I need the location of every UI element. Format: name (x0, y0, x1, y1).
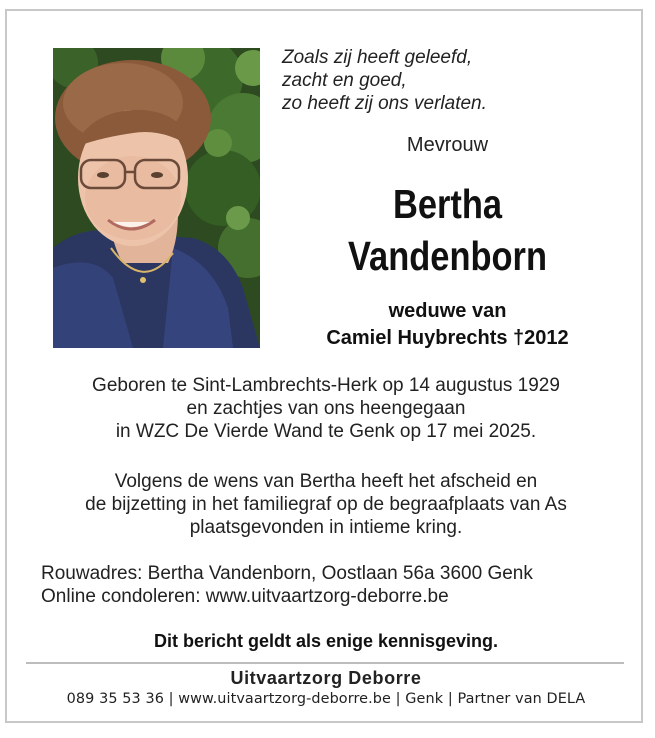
last-name: Vandenborn (347, 233, 548, 279)
birth-death-text (20, 374, 632, 443)
first-name: Bertha (392, 181, 503, 227)
portrait-image (53, 48, 260, 348)
funeral-home-info: 089 35 53 36 | www.uitvaartzorg-deborre.be | Genk | Partner van DELA (66, 691, 586, 707)
widow-label: weduwe van (388, 300, 507, 322)
poem (282, 46, 622, 115)
online-condolence: Online condoleren: www.uitvaartzorg-deborre.be (41, 586, 449, 607)
text-line: de bijzetting in het familiegraf op de begraafplaats van As (85, 494, 567, 515)
poem-line: zo heeft zij ons verlaten. (282, 93, 487, 114)
poem-line: zacht en goed, (282, 70, 407, 91)
text-line: Volgens de wens van Bertha heeft het afscheid en (114, 471, 538, 492)
salutation: Mevrouw (406, 134, 489, 156)
text-line: en zachtjes van ons heengegaan (186, 398, 466, 419)
text-line: plaatsgevonden in intieme kring. (189, 517, 463, 538)
text-line: in WZC De Vierde Wand te Genk op 17 mei 2025. (115, 421, 537, 442)
notice-text: Dit bericht geldt als enige kennisgeving. (153, 631, 499, 651)
mourning-address: Rouwadres: Bertha Vandenborn, Oostlaan 56a 3600 Genk (41, 563, 533, 584)
divider (26, 662, 624, 664)
poem-line: Zoals zij heeft geleefd, (282, 47, 473, 68)
portrait-photo (53, 48, 260, 348)
text-line: Geboren te Sint-Lambrechts-Herk op 14 augustus 1929 (92, 375, 560, 396)
funeral-home-name: Uitvaartzorg Deborre (230, 668, 422, 688)
funeral-wish-text (20, 470, 632, 539)
spouse-name: Camiel Huybrechts †2012 (326, 327, 569, 349)
spouse-block (270, 298, 625, 352)
contact-info (41, 562, 533, 608)
